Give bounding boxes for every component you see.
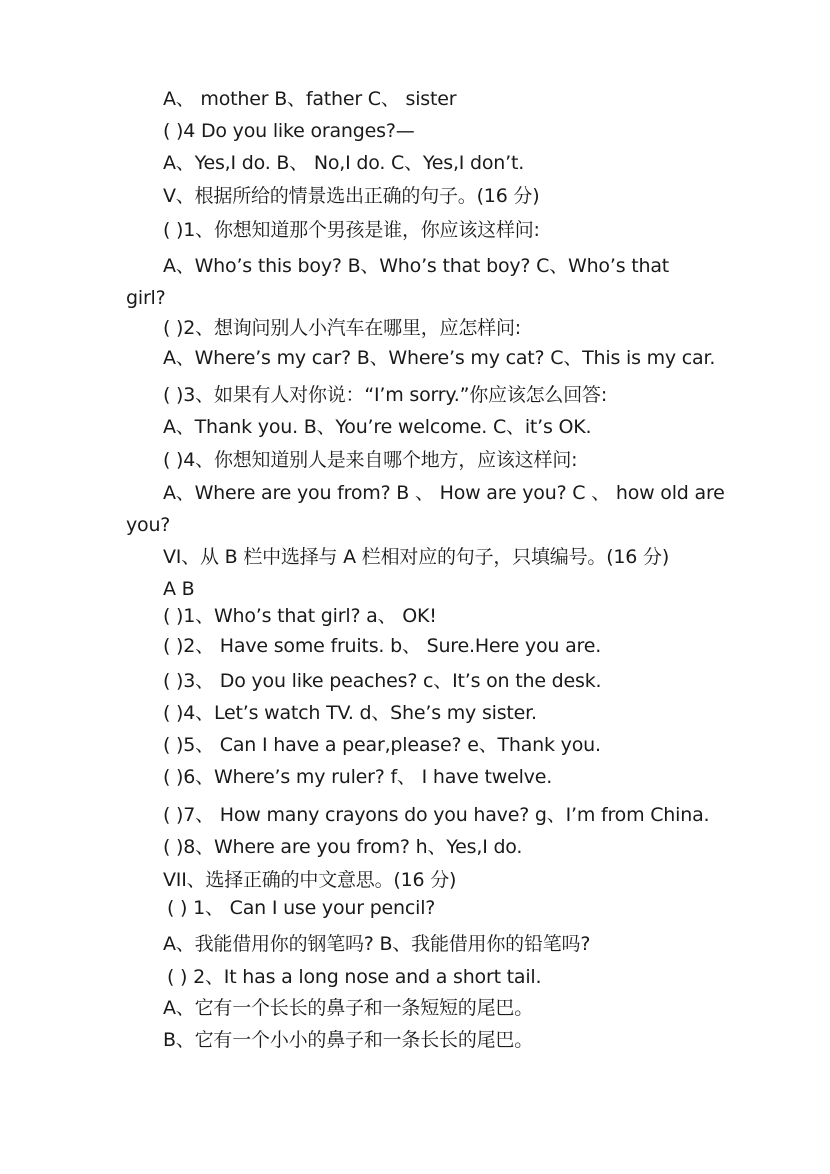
question-line: ( )1、你想知道那个男孩是谁，你应该这样问: [163,219,540,241]
option-line: A、 mother B、father C、 sister [163,88,457,110]
question-line: ( ) 1、 Can I use your pencil? [167,897,436,919]
match-line: ( )6、Where’s my ruler? f、 I have twelve. [163,766,553,788]
match-line: ( )4、Let’s watch TV. d、She’s my sister. [163,702,537,724]
option-line: A、Where’s my car? B、Where’s my cat? C、This is my car. [163,347,716,369]
section-heading: V、根据所给的情景选出正确的句子。(16 分) [163,185,540,207]
option-line: A、Thank you. B、You’re welcome. C、it’s OK. [163,416,592,438]
match-line: ( )3、 Do you like peaches? c、It’s on the desk. [163,670,602,692]
option-line-wrap: girl? [126,287,166,309]
question-line: ( ) 2、It has a long nose and a short tail. [167,966,542,988]
match-line: ( )8、Where are you from? h、Yes,I do. [163,836,523,858]
column-header: A B [163,578,195,600]
match-line: ( )1、Who’s that girl? a、 OK! [163,605,437,627]
option-line-wrap: you? [126,514,171,536]
match-line: ( )7、 How many crayons do you have? g、I’m from China. [163,804,710,826]
option-line: A、Who’s this boy? B、Who’s that boy? C、Who’s that [163,255,670,277]
option-line: A、它有一个长长的鼻子和一条短短的尾巴。 [163,997,533,1019]
match-line: ( )2、 Have some fruits. b、 Sure.Here you are. [163,635,602,657]
option-line: B、它有一个小小的鼻子和一条长长的尾巴。 [163,1029,534,1051]
option-line: A、Yes,I do. B、 No,I do. C、Yes,I don’t. [163,152,525,174]
section-heading: VI、从 B 栏中选择与 A 栏相对应的句子，只填编号。(16 分) [163,546,670,568]
question-line: ( )3、如果有人对你说：“I’m sorry.”你应该怎么回答: [163,384,608,406]
option-line: A、Where are you from? B 、 How are you? C 、 how old are [163,482,725,504]
question-line: ( )4 Do you like oranges?— [163,120,415,142]
match-line: ( )5、 Can I have a pear,please? e、Thank you. [163,734,601,756]
option-line: A、我能借用你的钢笔吗? B、我能借用你的铅笔吗? [163,933,591,955]
question-line: ( )4、你想知道别人是来自哪个地方，应该这样问: [163,449,578,471]
section-heading: VII、选择正确的中文意思。(16 分) [163,869,457,891]
question-line: ( )2、想询问别人小汽车在哪里，应怎样问: [163,317,521,339]
